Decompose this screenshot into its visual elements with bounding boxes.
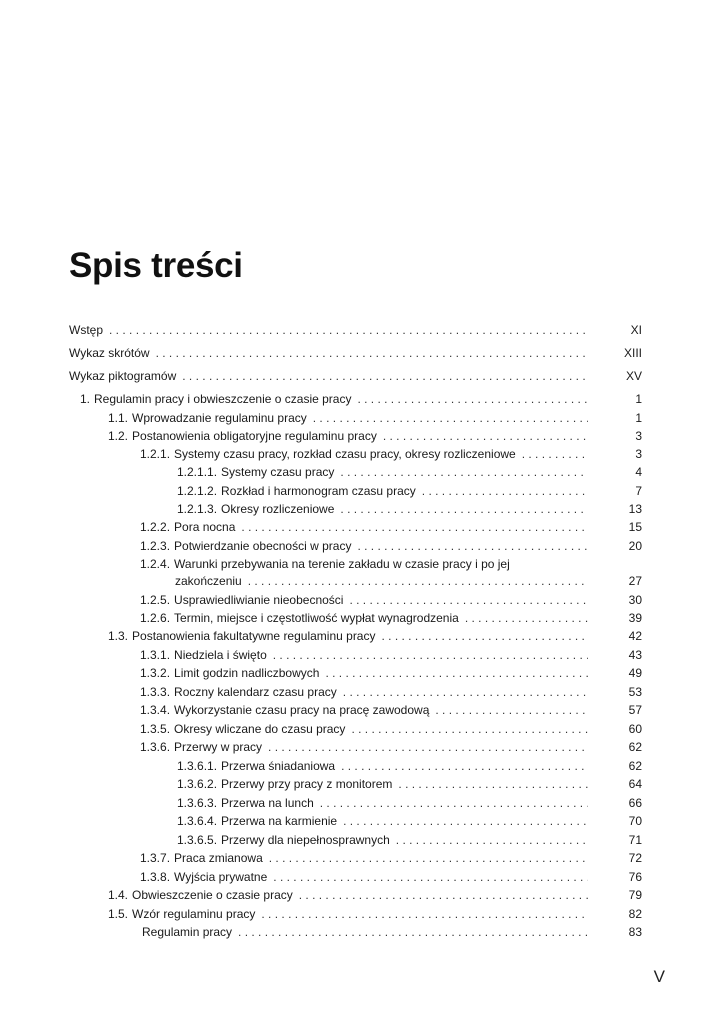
toc-entry-number: 1.2.6. <box>140 611 171 625</box>
toc-entry-number: 1.2.2. <box>140 520 171 534</box>
toc-entry-page: 72 <box>628 851 642 865</box>
toc-entry-page: 79 <box>628 888 642 902</box>
toc-entry-title: Praca zmianowa <box>174 851 263 865</box>
dot-leader <box>522 445 588 463</box>
toc-entry[interactable] <box>0 390 710 408</box>
toc-entry-number: 1.3. <box>108 629 129 643</box>
toc-entry[interactable] <box>0 482 710 500</box>
toc-entry[interactable] <box>0 555 710 573</box>
dot-leader <box>357 537 588 555</box>
dot-leader <box>340 500 588 518</box>
toc-entry-number: 1.4. <box>108 888 129 902</box>
toc-entry[interactable] <box>0 683 710 701</box>
toc-entry[interactable] <box>0 868 710 886</box>
toc-entry-page: 27 <box>628 574 642 588</box>
dot-leader <box>396 831 588 849</box>
toc-entry-page: 49 <box>628 666 642 680</box>
toc-entry-title: Termin, miejsce i częstotliwość wypłat wynagrodzenia <box>174 611 459 625</box>
toc-entry[interactable] <box>0 427 710 445</box>
toc-entry-number: 1.3.6. <box>140 740 171 754</box>
toc-entry-title: Roczny kalendarz czasu pracy <box>174 685 337 699</box>
toc-entry[interactable] <box>0 738 710 756</box>
toc-entry[interactable] <box>0 831 710 849</box>
dot-leader <box>341 757 588 775</box>
toc-entry-title: Usprawiedliwianie nieobecności <box>174 593 344 607</box>
toc-entry[interactable] <box>0 500 710 518</box>
toc-entry-number: 1. <box>80 392 91 406</box>
dot-leader <box>299 886 588 904</box>
toc-entry[interactable] <box>0 321 710 339</box>
toc-entry[interactable] <box>0 886 710 904</box>
dot-leader <box>269 849 588 867</box>
dot-leader <box>156 344 588 362</box>
dot-leader <box>261 905 588 923</box>
toc-entry-page: 39 <box>628 611 642 625</box>
toc-entry-page: 42 <box>628 629 642 643</box>
dot-leader <box>313 409 588 427</box>
toc-entry[interactable] <box>0 572 710 590</box>
dot-leader <box>343 812 588 830</box>
toc-entry-title: Niedziela i święto <box>174 648 267 662</box>
toc-entry[interactable] <box>0 812 710 830</box>
toc-entry-title: Okresy rozliczeniowe <box>221 502 335 516</box>
toc-entry-page: 57 <box>628 703 642 717</box>
toc-entry-number: 1.2.4. <box>140 557 171 571</box>
toc-entry[interactable] <box>0 720 710 738</box>
toc-entry-page: 13 <box>628 502 642 516</box>
dot-leader <box>343 683 588 701</box>
toc-entry-number: 1.3.6.3. <box>177 796 218 810</box>
toc-entry[interactable] <box>0 627 710 645</box>
toc-entry-page: 15 <box>628 520 642 534</box>
dot-leader <box>320 794 588 812</box>
dot-leader <box>238 923 588 941</box>
toc-entry-title: Regulamin pracy i obwieszczenie o czasie pracy <box>94 392 352 406</box>
toc-entry-page: 62 <box>628 759 642 773</box>
dot-leader <box>435 701 588 719</box>
toc-entry-title: zakończeniu <box>175 574 242 588</box>
toc-entry-page: 60 <box>628 722 642 736</box>
toc-entry-number: 1.3.6.2. <box>177 777 218 791</box>
toc-entry-page: 20 <box>628 539 642 553</box>
toc-entry[interactable] <box>0 849 710 867</box>
toc-entry[interactable] <box>0 367 710 385</box>
toc-entry-title: Obwieszczenie o czasie pracy <box>132 888 293 902</box>
dot-leader <box>273 646 588 664</box>
toc-entry-page: 1 <box>635 392 642 406</box>
toc-entry[interactable] <box>0 445 710 463</box>
toc-entry[interactable] <box>0 344 710 362</box>
toc-entry-number: 1.3.6.5. <box>177 833 218 847</box>
toc-entry-page: 62 <box>628 740 642 754</box>
toc-entry-number: 1.2.1.3. <box>177 502 218 516</box>
toc-entry-page: 64 <box>628 777 642 791</box>
dot-leader <box>109 321 588 339</box>
toc-entry-number: 1.2.1.1. <box>177 465 218 479</box>
toc-entry[interactable] <box>0 923 710 941</box>
toc-entry[interactable] <box>0 537 710 555</box>
toc-entry-title: Wykorzystanie czasu pracy na pracę zawodową <box>174 703 430 717</box>
toc-entry[interactable] <box>0 794 710 812</box>
toc-entry-title: Wzór regulaminu pracy <box>132 907 256 921</box>
toc-entry[interactable] <box>0 518 710 536</box>
dot-leader <box>398 775 588 793</box>
toc-entry-number: 1.3.5. <box>140 722 171 736</box>
toc-entry[interactable] <box>0 591 710 609</box>
toc-entry-title: Przerwa na lunch <box>221 796 314 810</box>
toc-entry-page: 7 <box>635 484 642 498</box>
toc-entry-page: 30 <box>628 593 642 607</box>
toc-entry-number: 1.2. <box>108 429 129 443</box>
toc-entry[interactable] <box>0 664 710 682</box>
toc-entry-page: 71 <box>628 833 642 847</box>
toc-entry-title: Rozkład i harmonogram czasu pracy <box>221 484 416 498</box>
dot-leader <box>383 427 588 445</box>
toc-entry-title: Limit godzin nadliczbowych <box>174 666 320 680</box>
toc-entry-number: 1.3.6.4. <box>177 814 218 828</box>
toc-entry-number: 1.3.2. <box>140 666 171 680</box>
toc-entry[interactable] <box>0 646 710 664</box>
dot-leader <box>268 738 588 756</box>
toc-entry-title: Przerwy w pracy <box>174 740 263 754</box>
dot-leader <box>465 609 588 627</box>
toc-entry-number: 1.3.8. <box>140 870 171 884</box>
toc-entry-page: XI <box>630 323 642 337</box>
toc-entry-number: 1.3.6.1. <box>177 759 218 773</box>
toc-entry-title: Przerwy przy pracy z monitorem <box>221 777 393 791</box>
toc-entry[interactable] <box>0 905 710 923</box>
dot-leader <box>422 482 588 500</box>
toc-entry-number: 1.5. <box>108 907 129 921</box>
toc-entry-number: 1.2.1.2. <box>177 484 218 498</box>
dot-leader <box>357 390 588 408</box>
toc-entry-title: Potwierdzanie obecności w pracy <box>174 539 352 553</box>
toc-entry-page: 66 <box>628 796 642 810</box>
toc-entry-title: Postanowienia obligatoryjne regulaminu pracy <box>132 429 377 443</box>
toc-entry[interactable] <box>0 463 710 481</box>
toc-entry-page: 1 <box>635 411 642 425</box>
toc-entry-number: 1.3.3. <box>140 685 171 699</box>
dot-leader <box>273 868 588 886</box>
toc-entry[interactable] <box>0 409 710 427</box>
toc-entry-title: Postanowienia fakultatywne regulaminu pracy <box>132 629 376 643</box>
toc-entry-title: Wyjścia prywatne <box>174 870 268 884</box>
toc-entry[interactable] <box>0 609 710 627</box>
toc-entry-page: 3 <box>635 429 642 443</box>
toc-entry-title: Systemy czasu pracy, rozkład czasu pracy, okresy rozliczeniowe <box>174 447 516 461</box>
toc-entry-page: 43 <box>628 648 642 662</box>
toc-entry-number: 1.1. <box>108 411 129 425</box>
toc-entry-title: Wykaz skrótów <box>69 346 150 360</box>
dot-leader <box>182 367 588 385</box>
toc-entry[interactable] <box>0 775 710 793</box>
toc-entry-title: Systemy czasu pracy <box>221 465 335 479</box>
toc-entry-title: Przerwa na karmienie <box>221 814 338 828</box>
toc-entry-number: 1.3.4. <box>140 703 171 717</box>
toc-entry-page: 76 <box>628 870 642 884</box>
toc-entry-page: 53 <box>628 685 642 699</box>
page-number: V <box>653 967 665 986</box>
toc-entry-title: Regulamin pracy <box>142 925 233 939</box>
toc-entry-number: 1.2.1. <box>140 447 171 461</box>
dot-leader <box>248 572 588 590</box>
dot-leader <box>325 664 588 682</box>
toc-entry-title: Warunki przebywania na terenie zakładu w czasie pracy i po jej <box>174 557 510 571</box>
toc-entry-title: Pora nocna <box>174 520 236 534</box>
dot-leader <box>340 463 588 481</box>
toc-entry-page: 70 <box>628 814 642 828</box>
toc-entry-title: Przerwy dla niepełnosprawnych <box>221 833 390 847</box>
toc-entry-title: Przerwa śniadaniowa <box>221 759 336 773</box>
toc-entry-title: Wykaz piktogramów <box>69 369 177 383</box>
page-title: Spis treści <box>69 246 243 285</box>
toc-entry-title: Wstęp <box>69 323 104 337</box>
toc-entry-number: 1.2.3. <box>140 539 171 553</box>
toc-entry-page: XV <box>625 369 642 383</box>
toc-entry[interactable] <box>0 701 710 719</box>
toc-entry-page: XIII <box>623 346 642 360</box>
toc-entry-page: 83 <box>628 925 642 939</box>
toc-entry-page: 4 <box>635 465 642 479</box>
toc-entry[interactable] <box>0 757 710 775</box>
toc-entry-page: 82 <box>628 907 642 921</box>
dot-leader <box>351 720 588 738</box>
toc-entry-number: 1.3.7. <box>140 851 171 865</box>
toc-entry-number: 1.3.1. <box>140 648 171 662</box>
dot-leader <box>349 591 588 609</box>
toc-entry-number: 1.2.5. <box>140 593 171 607</box>
toc-entry-title: Wprowadzanie regulaminu pracy <box>132 411 307 425</box>
dot-leader <box>241 518 588 536</box>
toc-entry-page: 3 <box>635 447 642 461</box>
dot-leader <box>381 627 588 645</box>
toc-entry-title: Okresy wliczane do czasu pracy <box>174 722 346 736</box>
